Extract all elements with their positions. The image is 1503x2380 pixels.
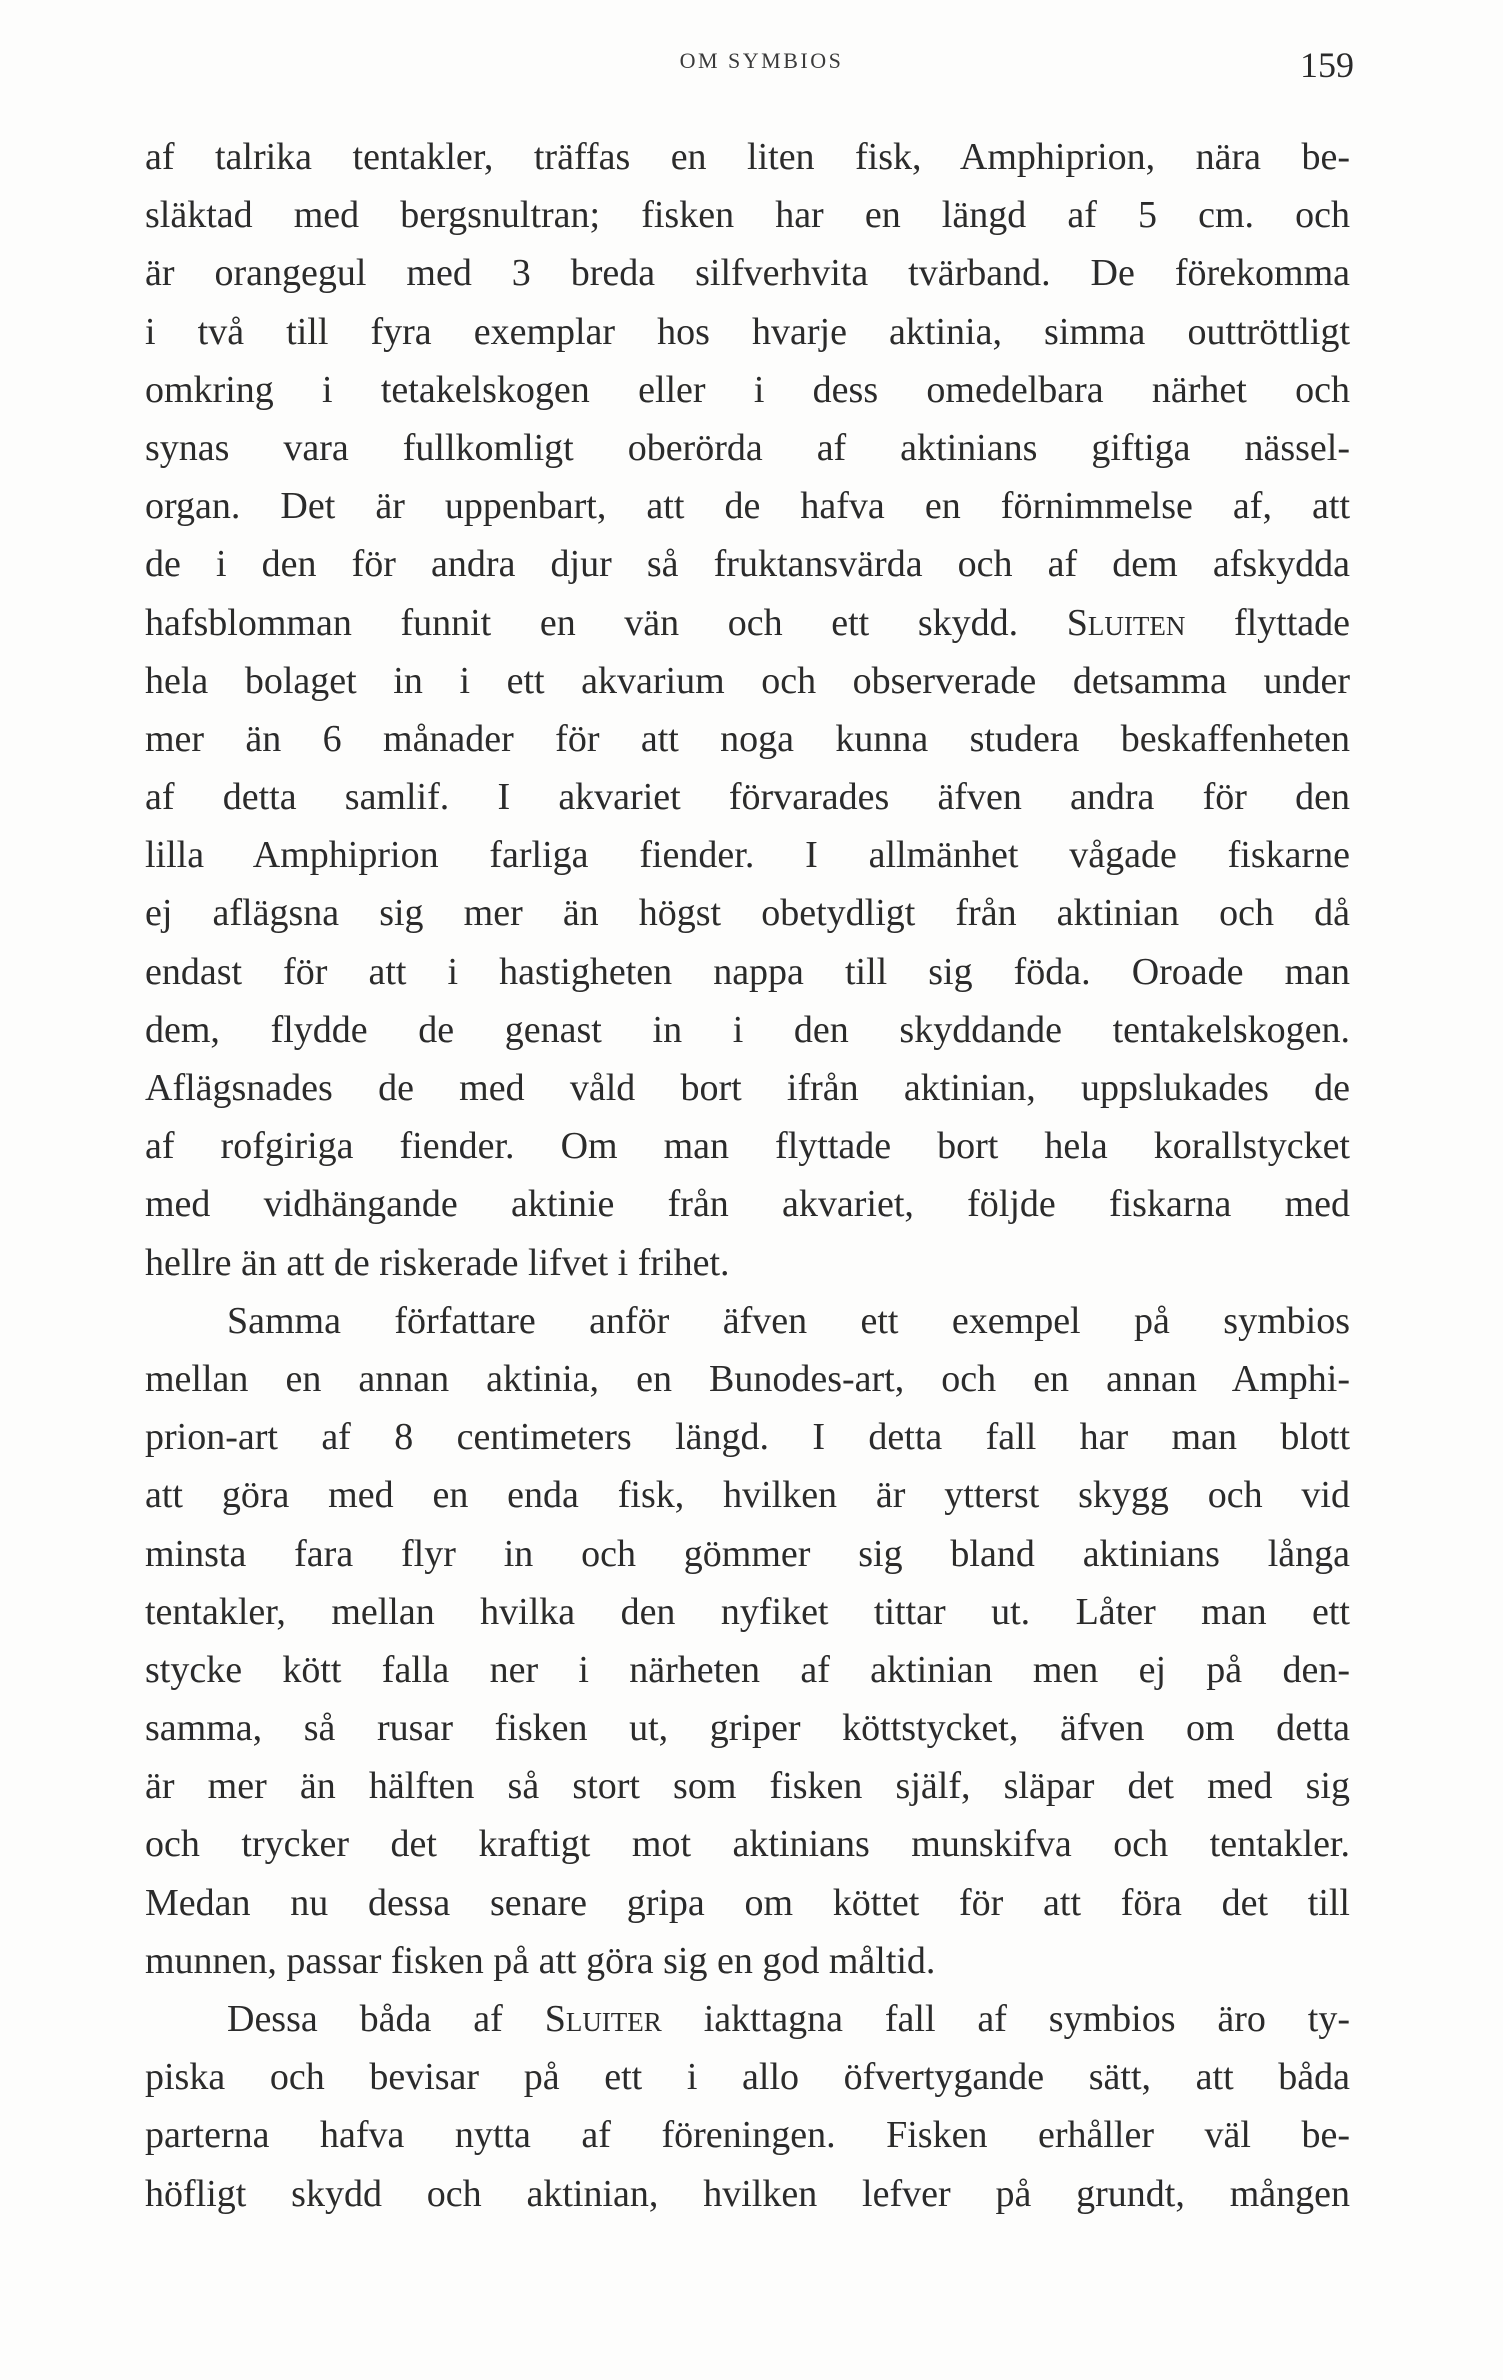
text-line: är mer än hälften så stort som fisken själf, släpar det med sig <box>145 1765 1350 1808</box>
text-line: med vidhängande aktinie från akvariet, följde fiskarna med <box>145 1183 1350 1226</box>
text-fragment: hafsblomman funnit en vän och ett skydd. <box>145 601 1019 644</box>
text-line: synas vara fullkomligt oberörda af aktinians giftiga nässel- <box>145 426 1350 469</box>
text-line: tentakler, mellan hvilka den nyfiket tittar ut. Låter man ett <box>145 1590 1350 1633</box>
text-line: parterna hafva nytta af föreningen. Fisken erhåller väl be- <box>145 2114 1350 2157</box>
author-name: Sluiter <box>544 1998 662 2040</box>
text-line: och trycker det kraftigt mot aktinians munskifva och tentakler. <box>145 1823 1350 1866</box>
running-head <box>0 45 1503 88</box>
text-line: de i den för andra djur så fruktansvärda och af dem afskydda <box>145 543 1350 586</box>
text-line: dem, flydde de genast in i den skyddande tentakelskogen. <box>145 1008 1350 1051</box>
text-line: släktad med bergsnultran; fisken har en längd af 5 cm. och <box>145 194 1350 237</box>
running-title: OM SYMBIOS <box>679 48 844 73</box>
page-number: 159 <box>1300 45 1354 85</box>
text-line: Aflägsnades de med våld bort ifrån aktinian, uppslukades de <box>145 1067 1350 1109</box>
text-line: hela bolaget in i ett akvarium och observerade detsamma under <box>145 659 1350 702</box>
text-line: i två till fyra exemplar hos hvarje aktinia, simma outtröttligt <box>145 310 1350 353</box>
text-line: ej aflägsna sig mer än högst obetydligt från aktinian och då <box>145 892 1350 935</box>
text-line: omkring i tetakelskogen eller i dess omedelbara närhet och <box>145 368 1350 411</box>
text-line: munnen, passar fisken på att göra sig en god måltid. <box>145 1939 936 1982</box>
text-line: af detta samlif. I akvariet förvarades äfven andra för den <box>145 776 1350 819</box>
text-fragment: iakttagna fall af symbios äro ty- <box>703 1998 1350 2040</box>
text-line: stycke kött falla ner i närheten af aktinian men ej på den- <box>145 1648 1350 1691</box>
text-fragment: flyttade <box>1233 601 1350 644</box>
text-line: mer än 6 månader för att noga kunna studera beskaffenheten <box>145 717 1350 760</box>
text-line: Medan nu dessa senare gripa om köttet för att föra det till <box>145 1881 1350 1924</box>
text-line: piska och bevisar på ett i allo öfvertygande sätt, att båda <box>145 2056 1350 2099</box>
text-line: endast för att i hastigheten nappa till sig föda. Oroade man <box>145 950 1350 993</box>
text-line: är orangegul med 3 breda silfverhvita tvärband. De förekomma <box>145 252 1350 295</box>
paragraph-first-line: Samma författare anför äfven ett exempel på symbios <box>227 1299 1350 1342</box>
text-line: minsta fara flyr in och gömmer sig bland aktinians långa <box>145 1532 1350 1575</box>
paragraph-first-line <box>145 1990 1350 2048</box>
text-line: prion-art af 8 centimeters längd. I detta fall har man blott <box>145 1416 1350 1459</box>
text-line: lilla Amphiprion farliga fiender. I allmänhet vågade fiskarne <box>145 834 1350 877</box>
text-line: af talrika tentakler, träffas en liten fisk, Amphiprion, nära be- <box>145 136 1350 178</box>
text-line: organ. Det är uppenbart, att de hafva en förnimmelse af, att <box>145 485 1350 528</box>
text-line: mellan en annan aktinia, en Bunodes-art, och en annan Amphi- <box>145 1357 1350 1400</box>
text-line <box>145 594 1350 652</box>
text-line: att göra med en enda fisk, hvilken är ytterst skygg och vid <box>145 1474 1350 1517</box>
text-line: af rofgiriga fiender. Om man flyttade bort hela korallstycket <box>145 1125 1350 1168</box>
text-line: samma, så rusar fisken ut, griper köttstycket, äfven om detta <box>145 1707 1350 1750</box>
text-line: hellre än att de riskerade lifvet i frihet. <box>145 1241 730 1284</box>
author-name: Sluiten <box>1066 601 1186 644</box>
body-text <box>145 128 1350 2223</box>
text-line: höfligt skydd och aktinian, hvilken lefver på grundt, mången <box>145 2172 1350 2215</box>
text-fragment: Dessa båda af <box>227 1998 503 2040</box>
